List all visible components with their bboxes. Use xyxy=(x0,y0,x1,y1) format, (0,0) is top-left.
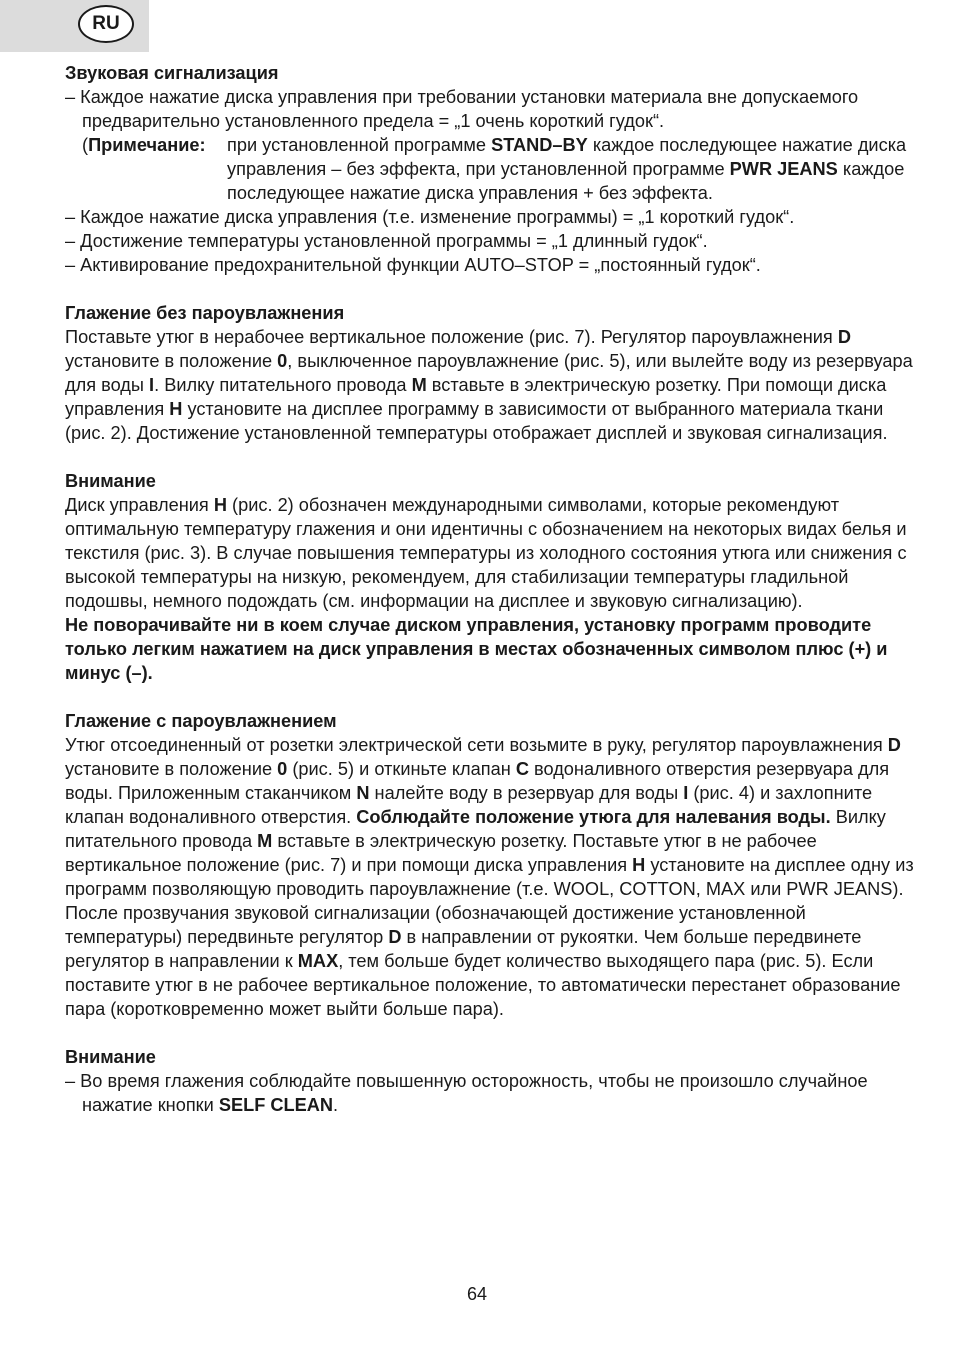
steam-text-11: , тем больше будет количество выходящего пара (рис. 5). Если поставите утюг в не рабочее вертикальное положение, то автоматически перестанет образование пара (коротковременно может выйти больше пара). xyxy=(65,951,901,1019)
steam-text-9: установите на дисплее одну из программ позволяющую проводить пароувлажнение (т.е. WOOL, COTTON, MAX или PWR JEANS). После прозвучания звуковой сигнализации (обозначающей достижение установленной температуры) передвиньте регулятор xyxy=(65,855,914,947)
steam-bold-d-2: D xyxy=(388,927,402,947)
section-title-attention-1: Внимание xyxy=(65,471,156,491)
dry-text-2: установите в положение xyxy=(65,351,278,371)
note-text-1: при установленной программе xyxy=(227,135,492,155)
steam-bold-0: 0 xyxy=(277,759,288,779)
steam-text-3: (рис. 5) и откиньте клапан xyxy=(287,759,516,779)
steam-ironing-paragraph xyxy=(65,733,915,1021)
dry-text-3: , выключенное пароувлажнение (рис. 5), или вылейте воду из резервуара для воды xyxy=(65,351,913,395)
dry-text-4: . Вилку питательного провода xyxy=(154,375,412,395)
dry-bold-h: H xyxy=(169,399,183,419)
attention-2-item xyxy=(65,1069,915,1117)
note-text-2: каждое последующее нажатие диска управления – без эффекта, при установленной программе xyxy=(227,135,907,179)
sound-item-out-of-range: – Каждое нажатие диска управления при требовании установки материала вне допускаемого предварительно установленного предела = „1 очень короткий гудок“. xyxy=(65,87,859,131)
dry-text-5: вставьте в электрическую розетку. При помощи диска управления xyxy=(65,375,887,419)
steam-text-1: Утюг отсоединенный от розетки электрической сети возьмите в руку, регулятор пароувлажнения xyxy=(65,735,888,755)
sound-item-temperature-reached: – Достижение температуры установленной программы = „1 длинный гудок“. xyxy=(65,231,708,251)
steam-text-6: (рис. 4) и захлопните клапан водоналивного отверстия. xyxy=(65,783,873,827)
steam-bold-d: D xyxy=(887,735,901,755)
att2-bold-self-clean: SELF CLEAN xyxy=(218,1095,334,1115)
attention-1-warning: Не поворачивайте ни в коем случае диском управления, установку программ проводите только легким нажатием на диск управления в местах обозначенных символом плюс (+) и минус (–). xyxy=(65,615,888,683)
section-title-steam-ironing: Глажение с пароувлажнением xyxy=(65,711,337,731)
steam-text-5: налейте воду в резервуар для воды xyxy=(369,783,684,803)
dry-bold-i: I xyxy=(149,375,155,395)
att1-bold-h: H xyxy=(213,495,227,515)
note-text-3: каждое последующее нажатие диска управления + без эффекта. xyxy=(227,159,905,203)
steam-bold-i: I xyxy=(683,783,689,803)
sound-item-program-change: – Каждое нажатие диска управления (т.е. изменение программы) = „1 короткий гудок“. xyxy=(65,207,795,227)
steam-bold-max: MAX xyxy=(297,951,339,971)
steam-bold-h: H xyxy=(632,855,646,875)
section-title-attention-2: Внимание xyxy=(65,1047,156,1067)
att2-text-2: . xyxy=(333,1095,339,1115)
section-title-sound-signal: Звуковая сигнализация xyxy=(65,63,279,83)
steam-text-10: в направлении от рукоятки. Чем больше передвинете регулятор в направлении к xyxy=(65,927,862,971)
steam-bold-m: M xyxy=(257,831,273,851)
steam-bold-filling-note: Соблюдайте положение утюга для налевания воды. xyxy=(356,807,831,827)
att2-text-1: – Во время глажения соблюдайте повышенную осторожность, чтобы не произошло случайное нажатие кнопки xyxy=(65,1071,868,1115)
dry-bold-0: 0 xyxy=(277,351,288,371)
note-label xyxy=(82,133,227,205)
note-pwr-jeans: PWR JEANS xyxy=(729,159,838,179)
sound-note xyxy=(65,133,915,205)
dry-text-6: установите на дисплее программу в зависимости от выбранного материала ткани (рис. 2). Достижение установленной температуры отображает дисплей и звуковая сигнализация. xyxy=(65,399,888,443)
att1-text-1: Диск управления xyxy=(65,495,214,515)
sound-item-auto-stop: – Активирование предохранительной функции AUTO–STOP = „постоянный гудок“. xyxy=(65,255,761,275)
note-open-paren: ( xyxy=(82,135,89,155)
language-badge: RU xyxy=(78,5,134,43)
steam-text-2: установите в положение xyxy=(65,759,278,779)
steam-bold-n: N xyxy=(356,783,370,803)
note-standby: STAND–BY xyxy=(491,135,588,155)
steam-text-7: Вилку питательного провода xyxy=(65,807,886,851)
steam-bold-c: C xyxy=(515,759,529,779)
dry-text-1: Поставьте утюг в нерабочее вертикальное положение (рис. 7). Регулятор пароувлажнения xyxy=(65,327,838,347)
manual-content xyxy=(65,61,915,1117)
page-number: 64 xyxy=(466,1284,488,1304)
note-label-text: Примечание: xyxy=(88,135,206,155)
dry-bold-m: M xyxy=(411,375,427,395)
steam-text-8: вставьте в электрическую розетку. Поставьте утюг в не рабочее вертикальное положение (рис. 7) и при помощи диска управления xyxy=(65,831,817,875)
dry-bold-d: D xyxy=(837,327,851,347)
att1-text-2: (рис. 2) обозначен международными символами, которые рекомендуют оптимальную температуру глажения и они идентичны с обозначением на некоторых видах белья и текстиля (рис. 3). В случае повышения температуры из холодного состояния утюга или снижения с высокой температуры на низкую, рекомендуем, для стабилизации температуры гладильной подошвы, немного подождать (см. информации на дисплее и звуковую сигнализацию). xyxy=(65,495,907,611)
dry-ironing-paragraph xyxy=(65,325,915,445)
note-text xyxy=(227,133,915,205)
attention-1-paragraph xyxy=(65,493,915,613)
steam-text-4: водоналивного отверстия резервуара для воды. Приложенным стаканчиком xyxy=(65,759,890,803)
section-title-dry-ironing: Глажение без пароувлажнения xyxy=(65,303,345,323)
